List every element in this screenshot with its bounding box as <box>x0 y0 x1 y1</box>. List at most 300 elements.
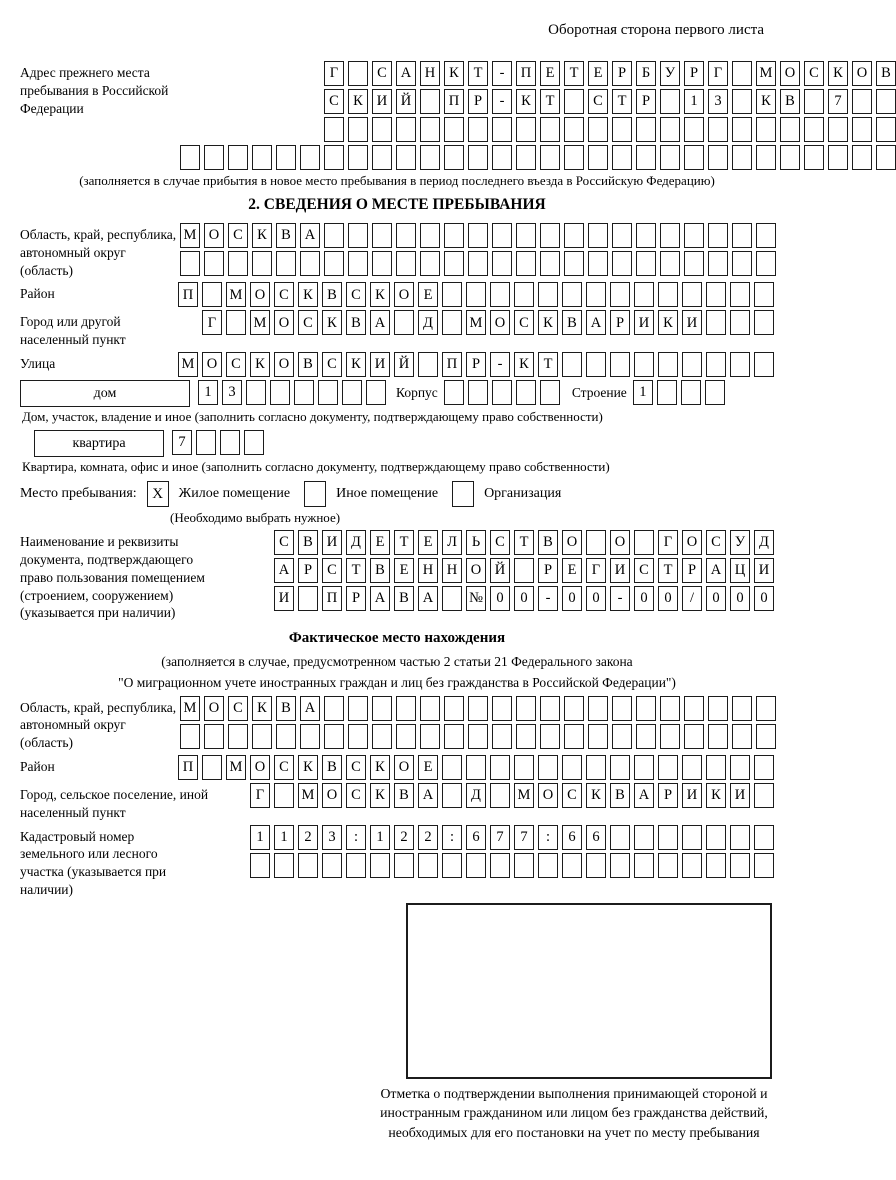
char-cell[interactable]: Д <box>418 310 438 335</box>
char-cell[interactable] <box>540 145 560 170</box>
char-cell[interactable] <box>660 251 680 276</box>
char-cell[interactable] <box>492 251 512 276</box>
char-cell[interactable]: : <box>346 825 366 850</box>
char-cell[interactable]: К <box>298 755 318 780</box>
char-cell[interactable] <box>852 145 872 170</box>
char-cell[interactable] <box>636 117 656 142</box>
char-cell[interactable] <box>852 117 872 142</box>
char-cell[interactable] <box>876 117 896 142</box>
char-cell[interactable] <box>540 380 560 405</box>
char-cell[interactable]: В <box>394 783 414 808</box>
char-cell[interactable]: В <box>780 89 800 114</box>
char-cell[interactable] <box>564 117 584 142</box>
char-cell[interactable]: С <box>706 530 726 555</box>
char-cell[interactable]: - <box>492 89 512 114</box>
char-cell[interactable]: Г <box>202 310 222 335</box>
char-cell[interactable]: 7 <box>828 89 848 114</box>
checkbox-other-premises[interactable] <box>304 481 326 507</box>
char-cell[interactable] <box>636 251 656 276</box>
char-cell[interactable] <box>586 282 606 307</box>
char-cell[interactable]: С <box>274 530 294 555</box>
char-cell[interactable]: М <box>514 783 534 808</box>
char-cell[interactable]: С <box>274 755 294 780</box>
char-cell[interactable] <box>348 145 368 170</box>
char-cell[interactable]: В <box>394 586 414 611</box>
char-cell[interactable] <box>318 380 338 405</box>
char-cell[interactable]: Н <box>442 558 462 583</box>
char-cell[interactable]: Й <box>394 352 414 377</box>
char-cell[interactable] <box>490 853 510 878</box>
char-cell[interactable]: О <box>562 530 582 555</box>
checkbox-residential[interactable]: X <box>147 481 169 507</box>
char-cell[interactable]: О <box>780 61 800 86</box>
char-cell[interactable] <box>396 251 416 276</box>
char-cell[interactable]: Т <box>346 558 366 583</box>
char-cell[interactable] <box>420 223 440 248</box>
char-cell[interactable] <box>324 696 344 721</box>
char-cell[interactable]: 6 <box>562 825 582 850</box>
char-cell[interactable]: О <box>204 696 224 721</box>
char-cell[interactable]: К <box>346 352 366 377</box>
char-cell[interactable]: С <box>226 352 246 377</box>
char-cell[interactable]: 1 <box>684 89 704 114</box>
char-cell[interactable]: К <box>586 783 606 808</box>
char-cell[interactable] <box>610 352 630 377</box>
char-cell[interactable] <box>876 89 896 114</box>
char-cell[interactable]: К <box>516 89 536 114</box>
char-cell[interactable] <box>294 380 314 405</box>
char-cell[interactable] <box>562 352 582 377</box>
char-cell[interactable]: О <box>852 61 872 86</box>
char-cell[interactable] <box>226 310 246 335</box>
char-cell[interactable]: М <box>180 696 200 721</box>
char-cell[interactable] <box>466 755 486 780</box>
char-cell[interactable] <box>516 696 536 721</box>
char-cell[interactable]: 0 <box>730 586 750 611</box>
char-cell[interactable] <box>442 282 462 307</box>
char-cell[interactable] <box>396 145 416 170</box>
char-cell[interactable] <box>684 724 704 749</box>
char-cell[interactable]: О <box>204 223 224 248</box>
char-cell[interactable] <box>252 145 272 170</box>
char-cell[interactable]: Л <box>442 530 462 555</box>
char-cell[interactable]: В <box>346 310 366 335</box>
char-cell[interactable] <box>612 117 632 142</box>
char-cell[interactable] <box>348 61 368 86</box>
char-cell[interactable]: П <box>322 586 342 611</box>
char-cell[interactable] <box>660 696 680 721</box>
char-cell[interactable] <box>468 117 488 142</box>
char-cell[interactable] <box>706 310 726 335</box>
char-cell[interactable] <box>682 825 702 850</box>
char-cell[interactable]: Г <box>708 61 728 86</box>
checkbox-organization[interactable] <box>452 481 474 507</box>
char-cell[interactable]: : <box>538 825 558 850</box>
char-cell[interactable] <box>754 853 774 878</box>
char-cell[interactable]: В <box>562 310 582 335</box>
char-cell[interactable]: Е <box>418 282 438 307</box>
char-cell[interactable] <box>420 724 440 749</box>
char-cell[interactable]: 0 <box>490 586 510 611</box>
char-cell[interactable] <box>708 223 728 248</box>
char-cell[interactable] <box>612 223 632 248</box>
char-cell[interactable]: С <box>372 61 392 86</box>
char-cell[interactable] <box>612 724 632 749</box>
char-cell[interactable] <box>658 825 678 850</box>
char-cell[interactable] <box>706 755 726 780</box>
char-cell[interactable]: Р <box>346 586 366 611</box>
char-cell[interactable]: К <box>298 282 318 307</box>
char-cell[interactable] <box>468 223 488 248</box>
char-cell[interactable] <box>228 145 248 170</box>
char-cell[interactable] <box>516 380 536 405</box>
char-cell[interactable] <box>636 145 656 170</box>
char-cell[interactable] <box>516 145 536 170</box>
char-cell[interactable] <box>514 282 534 307</box>
char-cell[interactable] <box>228 251 248 276</box>
char-cell[interactable]: С <box>514 310 534 335</box>
char-cell[interactable] <box>276 251 296 276</box>
char-cell[interactable]: С <box>274 282 294 307</box>
char-cell[interactable] <box>540 696 560 721</box>
char-cell[interactable] <box>828 117 848 142</box>
char-cell[interactable] <box>708 251 728 276</box>
char-cell[interactable]: Р <box>684 61 704 86</box>
char-cell[interactable] <box>300 145 320 170</box>
char-cell[interactable] <box>324 251 344 276</box>
char-cell[interactable] <box>564 145 584 170</box>
char-cell[interactable]: М <box>298 783 318 808</box>
char-cell[interactable] <box>220 430 240 455</box>
char-cell[interactable]: О <box>274 310 294 335</box>
char-cell[interactable] <box>348 696 368 721</box>
char-cell[interactable] <box>684 223 704 248</box>
char-cell[interactable] <box>250 853 270 878</box>
char-cell[interactable] <box>322 853 342 878</box>
char-cell[interactable] <box>490 282 510 307</box>
char-cell[interactable] <box>492 380 512 405</box>
char-cell[interactable] <box>468 696 488 721</box>
char-cell[interactable] <box>732 89 752 114</box>
char-cell[interactable] <box>540 724 560 749</box>
char-cell[interactable]: 3 <box>708 89 728 114</box>
char-cell[interactable] <box>732 145 752 170</box>
char-cell[interactable]: Е <box>418 530 438 555</box>
char-cell[interactable]: В <box>276 223 296 248</box>
char-cell[interactable]: У <box>660 61 680 86</box>
char-cell[interactable] <box>732 251 752 276</box>
char-cell[interactable] <box>420 89 440 114</box>
char-cell[interactable] <box>396 724 416 749</box>
char-cell[interactable]: К <box>252 223 272 248</box>
char-cell[interactable] <box>468 724 488 749</box>
char-cell[interactable]: - <box>610 586 630 611</box>
char-cell[interactable]: С <box>490 530 510 555</box>
char-cell[interactable]: И <box>754 558 774 583</box>
char-cell[interactable]: А <box>634 783 654 808</box>
char-cell[interactable] <box>684 117 704 142</box>
char-cell[interactable] <box>682 755 702 780</box>
char-cell[interactable]: А <box>370 586 390 611</box>
char-cell[interactable] <box>634 853 654 878</box>
char-cell[interactable] <box>610 282 630 307</box>
char-cell[interactable] <box>660 145 680 170</box>
char-cell[interactable] <box>466 282 486 307</box>
char-cell[interactable] <box>708 117 728 142</box>
char-cell[interactable] <box>324 724 344 749</box>
char-cell[interactable]: Ц <box>730 558 750 583</box>
char-cell[interactable] <box>540 117 560 142</box>
char-cell[interactable] <box>348 223 368 248</box>
char-cell[interactable]: О <box>610 530 630 555</box>
char-cell[interactable] <box>516 251 536 276</box>
char-cell[interactable] <box>490 755 510 780</box>
char-cell[interactable]: Т <box>540 89 560 114</box>
char-cell[interactable]: В <box>322 282 342 307</box>
char-cell[interactable] <box>298 586 318 611</box>
char-cell[interactable] <box>396 223 416 248</box>
char-cell[interactable] <box>684 145 704 170</box>
char-cell[interactable]: Р <box>682 558 702 583</box>
char-cell[interactable] <box>564 724 584 749</box>
char-cell[interactable] <box>658 352 678 377</box>
char-cell[interactable] <box>804 117 824 142</box>
char-cell[interactable] <box>228 724 248 749</box>
char-cell[interactable] <box>588 145 608 170</box>
char-cell[interactable] <box>660 223 680 248</box>
char-cell[interactable] <box>348 724 368 749</box>
char-cell[interactable] <box>706 282 726 307</box>
char-cell[interactable] <box>538 853 558 878</box>
char-cell[interactable]: Й <box>396 89 416 114</box>
char-cell[interactable]: Т <box>564 61 584 86</box>
char-cell[interactable] <box>682 282 702 307</box>
char-cell[interactable] <box>492 724 512 749</box>
char-cell[interactable]: И <box>372 89 392 114</box>
char-cell[interactable] <box>804 145 824 170</box>
char-cell[interactable] <box>300 251 320 276</box>
char-cell[interactable]: С <box>322 558 342 583</box>
char-cell[interactable]: В <box>276 696 296 721</box>
char-cell[interactable]: 7 <box>490 825 510 850</box>
char-cell[interactable] <box>658 282 678 307</box>
char-cell[interactable]: П <box>442 352 462 377</box>
char-cell[interactable] <box>588 251 608 276</box>
char-cell[interactable] <box>274 783 294 808</box>
char-cell[interactable]: 2 <box>418 825 438 850</box>
char-cell[interactable] <box>540 223 560 248</box>
char-cell[interactable] <box>370 853 390 878</box>
char-cell[interactable] <box>372 223 392 248</box>
char-cell[interactable] <box>444 724 464 749</box>
char-cell[interactable]: С <box>346 755 366 780</box>
char-cell[interactable] <box>706 352 726 377</box>
char-cell[interactable] <box>780 117 800 142</box>
char-cell[interactable] <box>754 352 774 377</box>
char-cell[interactable]: 1 <box>274 825 294 850</box>
char-cell[interactable] <box>442 755 462 780</box>
char-cell[interactable] <box>396 117 416 142</box>
char-cell[interactable]: Р <box>538 558 558 583</box>
char-cell[interactable] <box>586 352 606 377</box>
char-cell[interactable]: К <box>538 310 558 335</box>
char-cell[interactable] <box>754 755 774 780</box>
char-cell[interactable]: И <box>610 558 630 583</box>
char-cell[interactable] <box>612 251 632 276</box>
char-cell[interactable]: А <box>418 586 438 611</box>
char-cell[interactable]: В <box>298 530 318 555</box>
char-cell[interactable]: П <box>516 61 536 86</box>
char-cell[interactable]: В <box>876 61 896 86</box>
char-cell[interactable]: Г <box>250 783 270 808</box>
char-cell[interactable] <box>730 310 750 335</box>
char-cell[interactable] <box>660 117 680 142</box>
char-cell[interactable]: Т <box>658 558 678 583</box>
char-cell[interactable]: Г <box>586 558 606 583</box>
char-cell[interactable] <box>538 282 558 307</box>
char-cell[interactable] <box>516 223 536 248</box>
char-cell[interactable] <box>342 380 362 405</box>
char-cell[interactable] <box>564 696 584 721</box>
char-cell[interactable]: И <box>682 310 702 335</box>
char-cell[interactable]: : <box>442 825 462 850</box>
char-cell[interactable] <box>468 145 488 170</box>
char-cell[interactable] <box>300 724 320 749</box>
char-cell[interactable] <box>372 696 392 721</box>
char-cell[interactable]: М <box>466 310 486 335</box>
char-cell[interactable] <box>394 310 414 335</box>
char-cell[interactable]: М <box>756 61 776 86</box>
char-cell[interactable]: Й <box>490 558 510 583</box>
char-cell[interactable]: А <box>586 310 606 335</box>
char-cell[interactable]: А <box>418 783 438 808</box>
char-cell[interactable] <box>444 251 464 276</box>
char-cell[interactable] <box>562 853 582 878</box>
char-cell[interactable] <box>442 783 462 808</box>
char-cell[interactable] <box>540 251 560 276</box>
char-cell[interactable]: Т <box>468 61 488 86</box>
char-cell[interactable]: Р <box>658 783 678 808</box>
char-cell[interactable]: А <box>300 223 320 248</box>
char-cell[interactable]: К <box>370 783 390 808</box>
char-cell[interactable]: 6 <box>586 825 606 850</box>
char-cell[interactable] <box>538 755 558 780</box>
char-cell[interactable] <box>444 117 464 142</box>
char-cell[interactable]: К <box>444 61 464 86</box>
char-cell[interactable] <box>730 825 750 850</box>
char-cell[interactable] <box>348 251 368 276</box>
char-cell[interactable]: С <box>228 696 248 721</box>
char-cell[interactable]: 6 <box>466 825 486 850</box>
char-cell[interactable]: Г <box>658 530 678 555</box>
char-cell[interactable] <box>610 755 630 780</box>
char-cell[interactable]: И <box>370 352 390 377</box>
char-cell[interactable] <box>660 724 680 749</box>
char-cell[interactable] <box>204 145 224 170</box>
char-cell[interactable] <box>444 223 464 248</box>
char-cell[interactable]: 3 <box>222 380 242 405</box>
char-cell[interactable]: Р <box>612 61 632 86</box>
char-cell[interactable] <box>657 380 677 405</box>
char-cell[interactable]: К <box>756 89 776 114</box>
char-cell[interactable] <box>586 853 606 878</box>
char-cell[interactable]: С <box>562 783 582 808</box>
char-cell[interactable] <box>492 145 512 170</box>
char-cell[interactable] <box>658 853 678 878</box>
char-cell[interactable] <box>444 380 464 405</box>
char-cell[interactable] <box>514 755 534 780</box>
char-cell[interactable] <box>252 724 272 749</box>
char-cell[interactable]: 2 <box>394 825 414 850</box>
char-cell[interactable] <box>442 586 462 611</box>
char-cell[interactable] <box>324 145 344 170</box>
char-cell[interactable] <box>202 755 222 780</box>
char-cell[interactable]: Д <box>346 530 366 555</box>
char-cell[interactable] <box>754 825 774 850</box>
char-cell[interactable] <box>492 117 512 142</box>
char-cell[interactable] <box>276 724 296 749</box>
char-cell[interactable]: Н <box>420 61 440 86</box>
char-cell[interactable] <box>492 223 512 248</box>
char-cell[interactable] <box>682 352 702 377</box>
char-cell[interactable] <box>324 223 344 248</box>
char-cell[interactable] <box>588 696 608 721</box>
char-cell[interactable]: Т <box>612 89 632 114</box>
char-cell[interactable] <box>732 724 752 749</box>
char-cell[interactable]: М <box>180 223 200 248</box>
char-cell[interactable]: 0 <box>562 586 582 611</box>
char-cell[interactable] <box>588 724 608 749</box>
char-cell[interactable]: О <box>466 558 486 583</box>
char-cell[interactable] <box>732 61 752 86</box>
char-cell[interactable]: С <box>324 89 344 114</box>
char-cell[interactable]: Р <box>466 352 486 377</box>
char-cell[interactable]: С <box>346 783 366 808</box>
char-cell[interactable] <box>420 117 440 142</box>
char-cell[interactable] <box>180 724 200 749</box>
char-cell[interactable] <box>804 89 824 114</box>
char-cell[interactable]: О <box>682 530 702 555</box>
char-cell[interactable]: 2 <box>298 825 318 850</box>
char-cell[interactable] <box>252 251 272 276</box>
char-cell[interactable] <box>204 251 224 276</box>
char-cell[interactable]: Б <box>636 61 656 86</box>
char-cell[interactable]: 0 <box>754 586 774 611</box>
char-cell[interactable]: С <box>588 89 608 114</box>
char-cell[interactable]: О <box>394 755 414 780</box>
char-cell[interactable] <box>372 251 392 276</box>
char-cell[interactable] <box>732 117 752 142</box>
char-cell[interactable]: У <box>730 530 750 555</box>
char-cell[interactable]: Е <box>540 61 560 86</box>
char-cell[interactable]: А <box>300 696 320 721</box>
char-cell[interactable]: В <box>298 352 318 377</box>
char-cell[interactable]: И <box>634 310 654 335</box>
char-cell[interactable] <box>754 310 774 335</box>
char-cell[interactable]: М <box>250 310 270 335</box>
char-cell[interactable] <box>468 380 488 405</box>
char-cell[interactable]: С <box>346 282 366 307</box>
char-cell[interactable] <box>658 755 678 780</box>
char-cell[interactable]: О <box>538 783 558 808</box>
char-cell[interactable]: О <box>202 352 222 377</box>
char-cell[interactable]: А <box>274 558 294 583</box>
char-cell[interactable]: П <box>178 282 198 307</box>
char-cell[interactable]: Е <box>418 755 438 780</box>
char-cell[interactable]: Т <box>394 530 414 555</box>
char-cell[interactable] <box>298 853 318 878</box>
char-cell[interactable]: О <box>394 282 414 307</box>
